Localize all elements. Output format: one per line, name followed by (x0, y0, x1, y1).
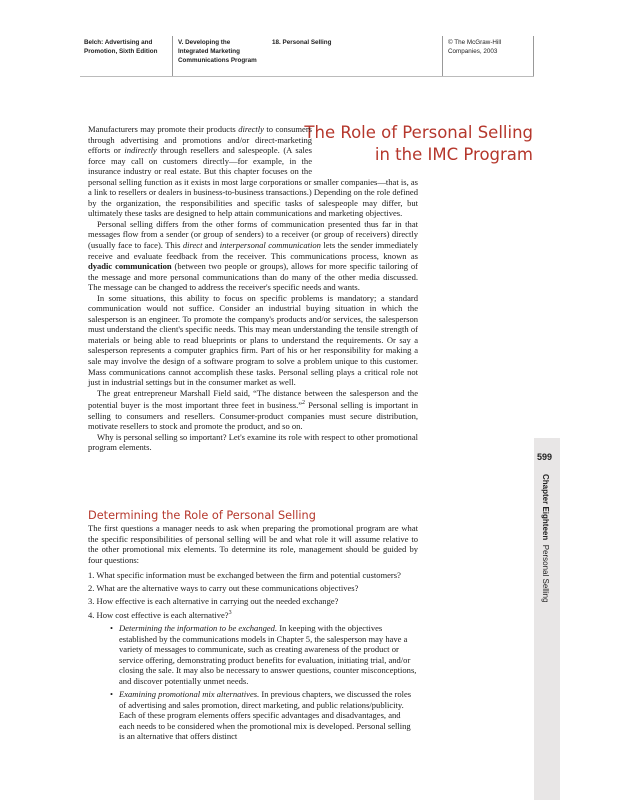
paragraph: Personal selling differs from the other forms of communication presented thus far in that messages flow from a sender (or group of senders) to a receiver (or group of receivers) directly (usually face to face). This direct and interpersonal communication lets the sender immediately receive and evaluate feedback from the receiver. This communications process, known as dyadic communication (between two people or groups), allows for more specific tailoring of the message and more personal communications than do many of the other media discussed. The message can be changed to address the receiver's specific needs and wants. (88, 218, 418, 293)
key-term: dyadic communication (88, 261, 172, 272)
running-header (84, 36, 534, 76)
chapter-side-label: Chapter Eighteen Personal Selling (541, 474, 550, 603)
list-item: • Examining promotional mix alternatives. In previous chapters, we discussed the roles of advertising and sales promotion, direct marketing, and public relations/publicity. Each of these program elements offers specific advantages and disadvantages, and each needs to be considered when the promotional mix is developed. Personal selling is an alternative that offers distinct (110, 689, 412, 742)
subsection-intro: The first questions a manager needs to ask when preparing the promotional program are what the specific responsibilities of personal selling will be and what role it will assume relative to the other promotional mix elements. To determine its role, management should be guided by four questions: (88, 523, 418, 565)
body-text (88, 124, 418, 453)
list-item: 4. How cost effective is each alternative?$^3$ (88, 610, 232, 621)
list-item: 2. What are the alternative ways to carry out these communications objectives? (88, 582, 359, 593)
header-book-title: Belch: Advertising and Promotion, Sixth Edition (84, 39, 158, 55)
header-part-title: V. Developing the Integrated Marketing Communications Program (178, 39, 257, 64)
paragraph: Manufacturers may promote their products directly to consumers through advertising and promotions and/or direct-marketing efforts or indirectly through resellers and salespeople. (A sales force may call on customers directly—for example, in the insurance industry or real estate. But this chapter focuses on the personal selling function as it exists in most large corporations or smaller companies—that is, as a link to resellers or dealers in business-to-business transactions.) Depending on the role defined by the organization, the responsibilities and specific tasks of salespeople may differ, but ultimately these tasks are designed to help attain communications and marketing objectives. (88, 124, 418, 219)
header-copyright: © The McGraw-Hill Companies, 2003 (448, 39, 502, 55)
section-title: The Role of Personal Selling in the IMC Program (304, 123, 533, 164)
header-underline (80, 76, 534, 77)
header-chapter-title: 18. Personal Selling (272, 39, 332, 46)
bullet-icon: • (110, 689, 113, 700)
footnote-ref: 3 (228, 610, 232, 617)
bullet-list (110, 623, 418, 742)
subsection (88, 509, 418, 745)
paragraph: The great entrepreneur Marshall Field said, “The distance between the salesperson and the potential buyer is the most important three feet in business.”$^2$ Personal selling is important in selling to consumers and resellers. Consumer-product companies must secure distribution, motivate resellers to stock and promote the product, and so on. (88, 387, 418, 432)
paragraph: In some situations, this ability to focus on specific problems is mandatory; a standard communication would not suffice. Consider an industrial buying situation in which the salesperson is an engineer. To promote the company's products and/or services, the salesperson must understand the client's specific needs. This may mean understanding the tensile strength of materials or being able to read blueprints or plans to understand the requirements. Or say a salesperson represents a computer graphics firm. Part of his or her responsibility for making a sale may involve the design of a software program to solve a problem unique to this customer. Mass communications cannot accomplish these tasks. Personal selling plays a critical role not just in industrial settings but in the consumer market as well. (88, 292, 418, 388)
list-item: • Determining the information to be exchanged. In keeping with the objectives established by the communications models in Chapter 5, the salesperson may have a variety of messages to communicate, such as creating awareness of the product or service offering, demonstrating product benefits for evaluation, initiating trial, and/or closing the sale. It may also be necessary to answer questions, counter misconceptions, and discover potentially unmet needs. (110, 622, 417, 686)
header-divider (172, 36, 173, 76)
header-divider (533, 36, 534, 76)
paragraph: Why is personal selling so important? Let's examine its role with respect to other promotional program elements. (88, 431, 418, 453)
list-item: 3. How effective is each alternative in carrying out the needed exchange? (88, 595, 339, 606)
title-space (322, 124, 418, 176)
subsection-heading: Determining the Role of Personal Selling (88, 509, 316, 522)
bullet-icon: • (110, 622, 113, 633)
header-divider (442, 36, 443, 76)
list-item: 1. What specific information must be exchanged between the firm and potential customers? (88, 570, 401, 581)
question-list (88, 570, 418, 621)
page-number: 599 (537, 452, 553, 462)
footnote-ref: 2 (302, 400, 306, 407)
